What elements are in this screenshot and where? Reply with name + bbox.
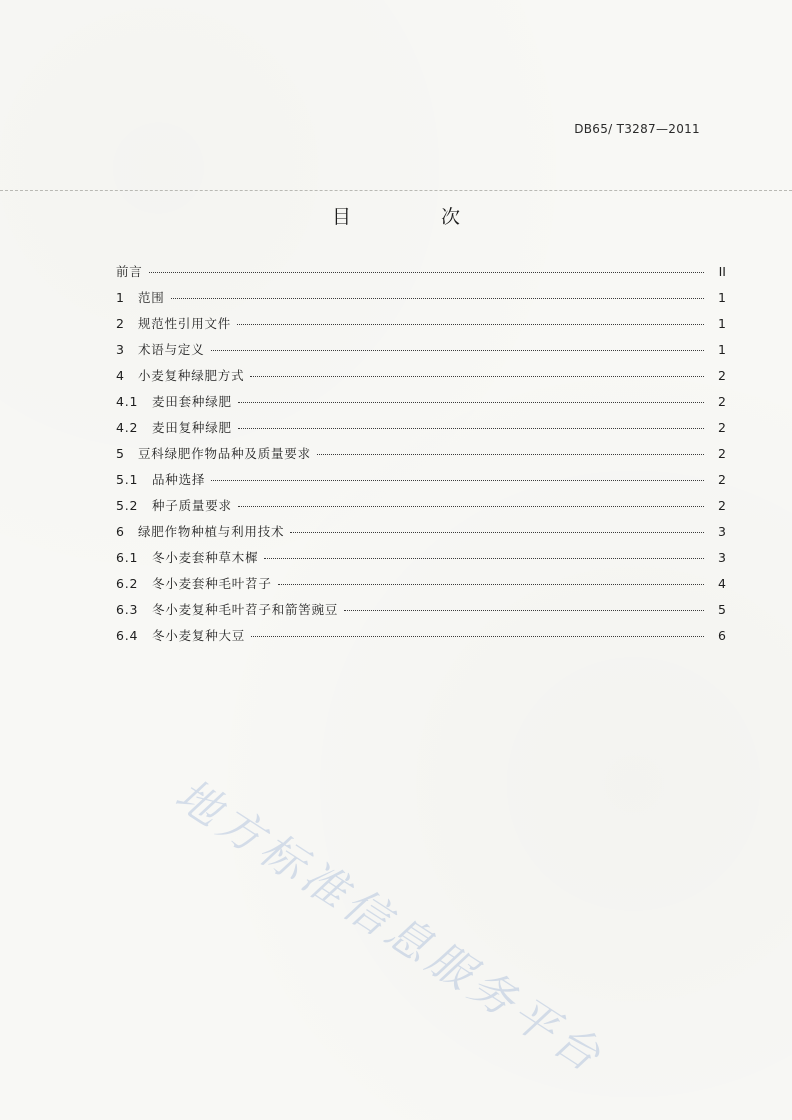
toc-entry-label [116,574,272,592]
toc-entry[interactable] [116,314,726,340]
standard-code: DB65/ T3287—2011 [574,122,700,136]
toc-entry-page: 1 [718,316,726,331]
toc-entry-label [116,314,231,332]
toc-dot-leader [344,610,704,611]
toc-entry[interactable] [116,418,726,444]
toc-entry-number: 2 [116,316,125,331]
toc-entry[interactable] [116,574,726,600]
toc-entry-label [116,418,232,436]
toc-entry[interactable] [116,262,726,288]
toc-entry-label [116,288,165,306]
toc-dot-leader [251,636,704,637]
toc-entry-number: 1 [116,290,125,305]
toc-entry-label [116,522,284,540]
toc-entry-page: 2 [718,498,726,513]
toc-entry-number: 6.1 [116,550,139,565]
toc-entry-page: 3 [718,550,726,565]
toc-entry-label [116,392,232,410]
toc-entry-label [116,496,232,514]
toc-dot-leader [250,376,704,377]
toc-entry[interactable] [116,470,726,496]
toc-entry-text: 品种选择 [152,472,206,487]
toc-dot-leader [211,350,704,351]
toc-entry-text: 绿肥作物种植与利用技术 [138,524,285,539]
toc-dot-leader [211,480,704,481]
toc-entry-number: 4.1 [116,394,139,409]
toc-entry-page: 2 [718,446,726,461]
toc-entry-text: 冬小麦套种毛叶苕子 [152,576,272,591]
toc-entry-label [116,600,338,618]
toc-entry-page: 2 [718,394,726,409]
toc-dot-leader [238,506,704,507]
toc-entry-page: 3 [718,524,726,539]
toc-dot-leader [171,298,704,299]
toc-entry-page: 2 [718,472,726,487]
toc-dot-leader [264,558,704,559]
toc-entry-label [116,626,245,644]
toc-entry-page: 2 [718,368,726,383]
toc-entry[interactable] [116,340,726,366]
toc-entry-number: 6.2 [116,576,139,591]
toc-entry-text: 豆科绿肥作物品种及质量要求 [138,446,311,461]
toc-entry-number: 5.2 [116,498,139,513]
toc-entry-page: II [718,264,726,279]
toc-entry[interactable] [116,496,726,522]
toc-entry-label [116,470,205,488]
toc-entry[interactable] [116,366,726,392]
toc-entry-label [116,340,205,358]
toc-entry-label [116,366,244,384]
toc-dot-leader [290,532,704,533]
toc-entry-text: 范围 [138,290,165,305]
toc-entry-number: 6.3 [116,602,139,617]
toc-entry-page: 6 [718,628,726,643]
toc-entry-text: 麦田复种绿肥 [152,420,232,435]
toc-entry-text: 麦田套种绿肥 [152,394,232,409]
toc-entry[interactable] [116,548,726,574]
toc-dot-leader [237,324,704,325]
toc-entry-label [116,444,311,462]
toc-entry-number: 4.2 [116,420,139,435]
toc-entry-number: 6.4 [116,628,139,643]
watermark: 地方标准信息服务平台 [166,769,614,1085]
toc-entry-number: 5.1 [116,472,139,487]
toc-entry-number: 6 [116,524,125,539]
toc-entry[interactable] [116,522,726,548]
table-of-contents [116,262,726,652]
toc-title: 目 次 [331,206,503,228]
toc-entry-text: 小麦复种绿肥方式 [138,368,245,383]
toc-entry[interactable] [116,444,726,470]
toc-entry-text: 冬小麦复种大豆 [152,628,246,643]
toc-dot-leader [238,402,704,403]
toc-entry[interactable] [116,392,726,418]
toc-entry[interactable] [116,288,726,314]
toc-entry-text: 冬小麦复种毛叶苕子和箭筈豌豆 [152,602,339,617]
toc-entry-number: 5 [116,446,125,461]
toc-entry-text: 前言 [116,264,143,279]
toc-dot-leader [278,584,704,585]
toc-entry-page: 4 [718,576,726,591]
toc-entry-label [116,548,258,566]
toc-entry-page: 2 [718,420,726,435]
toc-dot-leader [149,272,704,273]
toc-entry-number: 4 [116,368,125,383]
toc-entry-text: 冬小麦套种草木樨 [152,550,259,565]
header-divider [0,190,792,191]
toc-entry-number: 3 [116,342,125,357]
toc-entry-page: 1 [718,342,726,357]
toc-entry-page: 5 [718,602,726,617]
toc-entry-text: 术语与定义 [138,342,205,357]
toc-dot-leader [317,454,704,455]
toc-entry-label [116,262,143,280]
toc-entry[interactable] [116,600,726,626]
toc-entry-page: 1 [718,290,726,305]
toc-entry-text: 种子质量要求 [152,498,232,513]
toc-entry-text: 规范性引用文件 [138,316,232,331]
toc-dot-leader [238,428,704,429]
toc-entry[interactable] [116,626,726,652]
